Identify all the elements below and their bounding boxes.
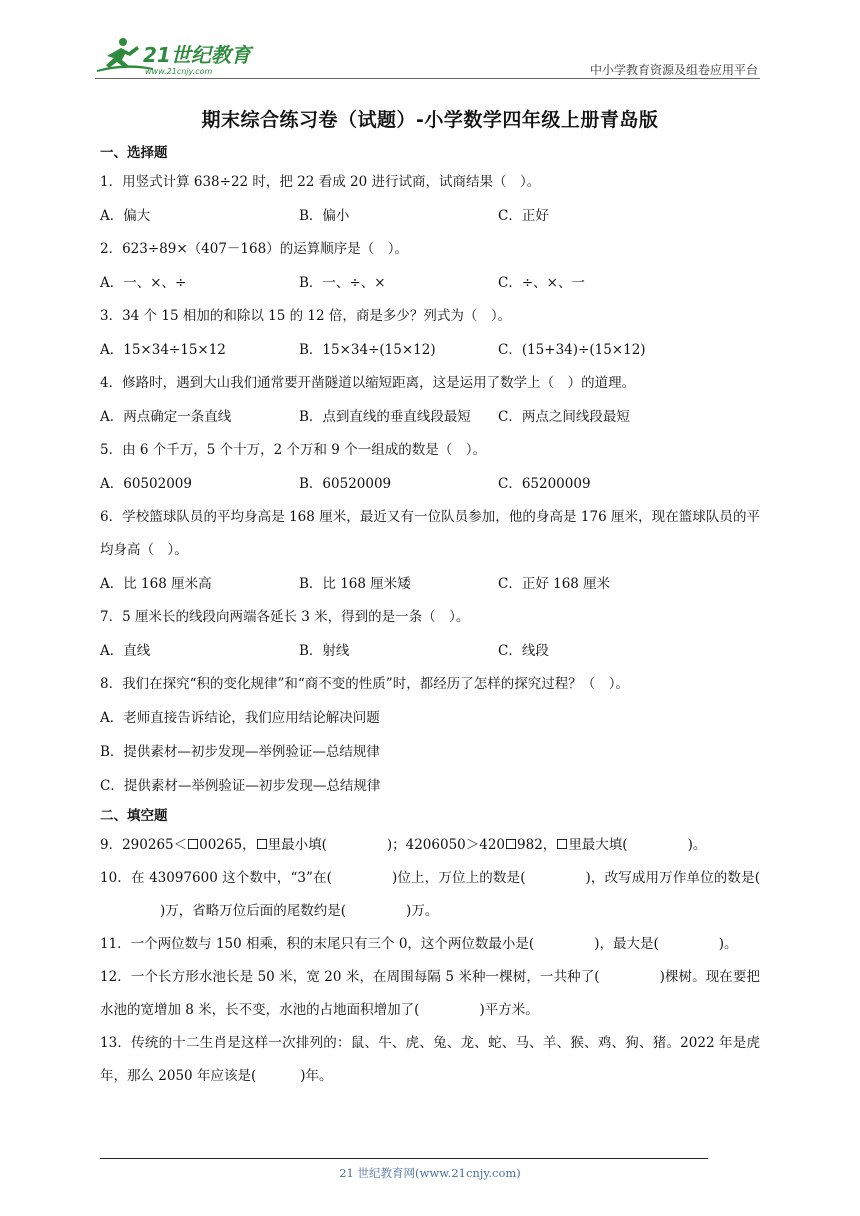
question-12: 12．一个长方形水池长是 50 米，宽 20 米，在周围每隔 5 米种一棵树，一共种了( )棵树。现在要把水池的宽增加 8 米，长不变，水池的占地面积增加了( )平方米。 [100,969,760,1018]
options-3 [100,333,760,367]
options-2 [100,266,760,300]
option-a: A．60502009 [100,476,192,492]
question-1: 1．用竖式计算 638÷22 时，把 22 看成 20 进行试商，试商结果（ ）。 [100,174,541,190]
svg-text:21世纪教育: 21世纪教育 [143,43,251,67]
section-fill: 二、填空题 [100,808,168,824]
option-c: C．正好 168 厘米 [498,576,611,592]
question-6: 6．学校篮球队员的平均身高是 168 厘米，最近又有一位队员参加，他的身高是 176 厘米，现在篮球队员的平均身高（ ）。 [100,509,760,558]
square-box-icon [188,839,198,849]
option-c: C．÷、×、一 [498,275,585,291]
section-choice: 一、选择题 [100,145,168,161]
option-b: B．比 168 厘米矮 [299,576,411,592]
question-8: 8．我们在探究“积的变化规律”和“商不变的性质”时，都经历了怎样的探究过程？（ ）。 [100,676,629,692]
option-a: A．两点确定一条直线 [100,409,232,425]
question-13: 13．传统的十二生肖是这样一次排列的：鼠、牛、虎、兔、龙、蛇、马、羊、猴、鸡、狗、猪。2022 年是虎年，那么 2050 年应该是( )年。 [100,1035,760,1084]
option-c: C．线段 [498,643,549,659]
options-4 [100,400,760,434]
option-c: C．65200009 [498,476,591,492]
option-b: B．提供素材—初步发现—举例验证—总结规律 [100,744,380,760]
option-b: B．60520009 [299,476,392,492]
option-c: C．正好 [498,208,549,224]
question-9: 9．290265＜ 00265， 里最小填( )；4206050＞420 982， 里最大填( )。 [100,837,707,853]
option-a: A．比 168 厘米高 [100,576,212,592]
options-5 [100,467,760,501]
options-1 [100,199,760,233]
question-4: 4．修路时，遇到大山我们通常要开凿隧道以缩短距离，这是运用了数学上（ ）的道理。 [100,375,636,391]
option-b: B．15×34÷(15×12) [299,342,436,358]
square-box-icon [506,839,516,849]
square-box-icon [557,839,567,849]
exam-content [100,140,760,1093]
option-a: A．一、×、÷ [100,275,187,291]
option-a: A．偏大 [100,208,151,224]
svg-text:www.21cnjy.com: www.21cnjy.com [145,67,213,76]
options-7 [100,634,760,668]
question-5: 5．由 6 个千万，5 个十万，2 个万和 9 个一组成的数是（ ）。 [100,442,486,458]
option-b: B．一、÷、× [299,275,386,291]
option-b: B．点到直线的垂直线段最短 [299,409,471,425]
platform-name: 中小学教育资源及组卷应用平台 [589,63,758,77]
question-3: 3．34 个 15 相加的和除以 15 的 12 倍，商是多少？列式为（ ）。 [100,308,512,324]
option-b: B．射线 [299,643,350,659]
question-2: 2．623÷89×（407－168）的运算顺序是（ ）。 [100,241,408,257]
question-7: 7．5 厘米长的线段向两端各延长 3 米，得到的是一条（ ）。 [100,609,470,625]
options-6 [100,567,760,601]
option-a: A．老师直接告诉结论，我们应用结论解决问题 [100,710,380,726]
question-10: 10．在 43097600 这个数中，“3”在( )位上，万位上的数是( )，改写成用万作单位的数是()万，省略万位后面的尾数约是( )万。 [100,870,760,919]
footer-divider [100,1158,708,1159]
site-logo [95,34,265,78]
question-11: 11．一个两位数与 150 相乘，积的末尾只有三个 0，这个两位数最小是( )，最大是( )。 [100,936,738,952]
option-b: B．偏小 [299,208,350,224]
square-box-icon [257,839,267,849]
option-c: C．(15+34)÷(15×12) [498,342,646,358]
footer-text: 21 世纪教育网(www.21cnjy.com) [339,1166,521,1180]
option-a: A．15×34÷15×12 [100,342,226,358]
option-a: A．直线 [100,643,151,659]
option-c: C．提供素材—举例验证—初步发现—总结规律 [100,778,381,794]
option-c: C．两点之间线段最短 [498,409,630,425]
header-divider [95,78,760,79]
page-title: 期末综合练习卷（试题）-小学数学四年级上册青岛版 [201,109,659,131]
page-header [95,34,760,78]
